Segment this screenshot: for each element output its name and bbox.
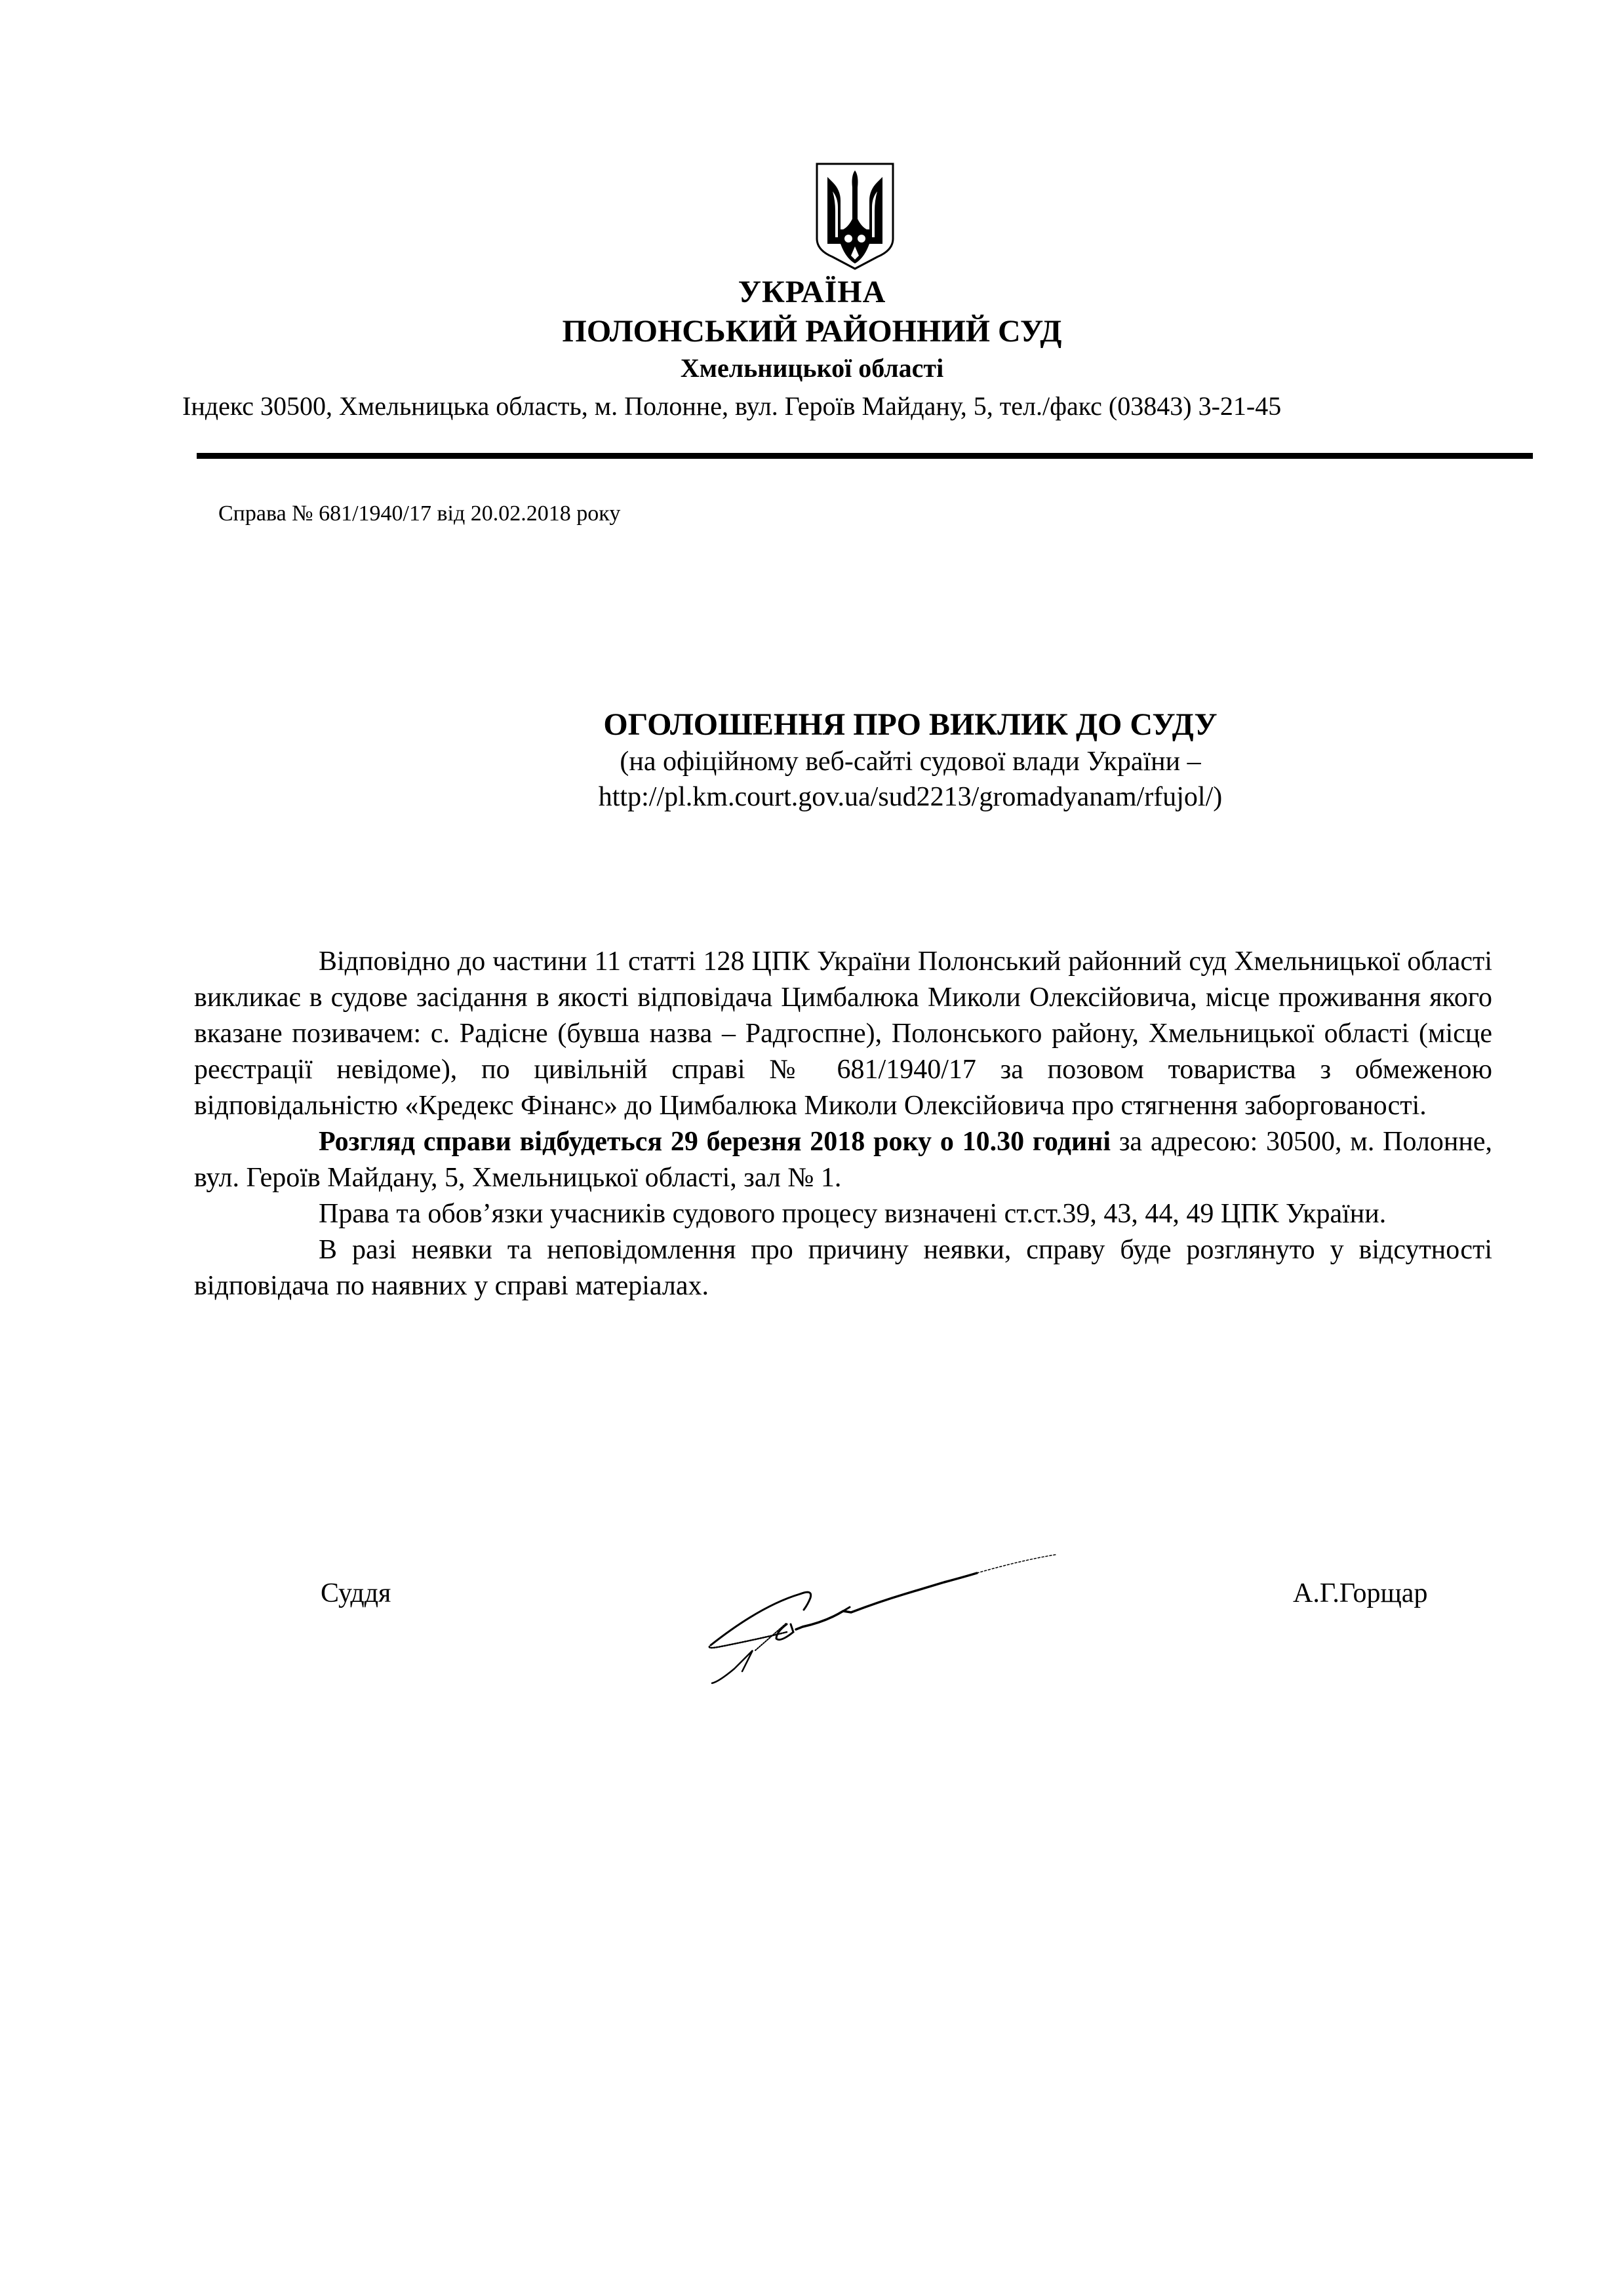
header-divider [197,453,1533,459]
hearing-date-emphasis: Розгляд справи відбудеться 29 березня 2018 року о 10.30 годині [319,1127,1111,1157]
paragraph-rights: Права та обов’язки учасників судового процесу визначені ст.ст.39, 43, 44, 49 ЦПК України. [319,1199,1387,1229]
signer-name: А.Г.Горщар [1293,1578,1428,1608]
court-address: Індекс 30500, Хмельницька область, м. Полонне, вул. Героїв Майдану, 5, тел./факс (03843) 3-21-45 [182,391,1282,421]
notice-website-link[interactable]: http://pl.km.court.gov.ua/sud2213/gromadyanam/rfujol/) [598,782,1223,812]
region-heading: Хмельницької області [680,353,944,383]
handwritten-signature-icon [682,1534,1206,1711]
ukraine-trident-emblem-icon [814,161,896,271]
paragraph-absence: В разі неявки та неповідомлення про причину неявки, справу буде розглянуто у відсутності відповідача по наявних у справі матеріалах. [194,1235,1492,1301]
notice-subtitle: (на офіційному веб-сайті судової влади України – [620,747,1201,777]
notice-body [194,944,1492,1304]
paragraph-summons: Відповідно до частини 11 статті 128 ЦПК України Полонський районний суд Хмельницької області викликає в судове засідання в якості відповідача Цимбалюка Миколи Олексійовича, місце проживання якого вказане позивачем: с. Радісне (бувша назва – Радгоспне), Полонського району, Хмельницької області (місце реєстрації невідоме), по цивільній справі № 681/1940/17 за позовом товариства з обмеженою відповідальністю «Кредекс Фінанс» до Цимбалюка Миколи Олексійовича про стягнення заборгованості. [194,946,1492,1121]
hearing-address: за адресою: 30500, м. Полонне, вул. Героїв Майдану, 5, Хмельницької області, зал № 1. [194,1127,1493,1193]
notice-title: ОГОЛОШЕННЯ ПРО ВИКЛИК ДО СУДУ [603,707,1218,742]
signer-role: Суддя [321,1578,391,1608]
country-heading: УКРАЇНА [738,275,886,309]
court-name-heading: ПОЛОНСЬКИЙ РАЙОННИЙ СУД [562,314,1062,349]
paragraph-hearing-date [194,1124,1492,1196]
case-reference: Справа № 681/1940/17 від 20.02.2018 року [218,501,621,526]
